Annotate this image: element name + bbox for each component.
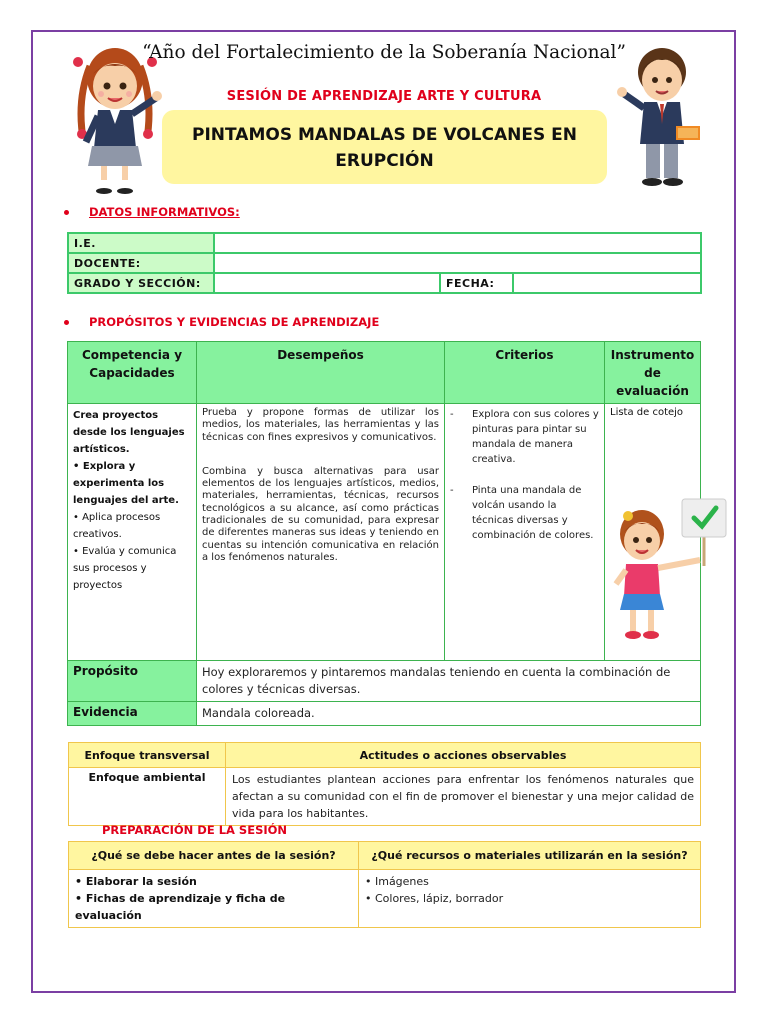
proposito-text: Hoy exploraremos y pintaremos mandalas teniendo en cuenta la combinación de colores y técnicas diversas.	[197, 661, 701, 702]
enfoque-ambiental-text: Los estudiantes plantean acciones para enfrentar los fenómenos naturales que afectan a su comunidad con el fin de promover el bienestar y una mejor calidad de vida para los habitantes.	[226, 768, 701, 826]
criterios-cell	[445, 404, 605, 661]
evidencia-text: Mandala coloreada.	[197, 702, 701, 726]
propositos-heading: PROPÓSITOS Y EVIDENCIAS DE APRENDIZAJE	[64, 315, 379, 329]
desempenos-cell	[197, 404, 445, 661]
header-competencia: Competencia y Capacidades	[68, 342, 197, 404]
criterio-item: - Pinta una mandala de volcán usando la técnicas diversas y combinación de colores.	[450, 485, 594, 541]
recursos-cell	[359, 870, 701, 928]
capacidad-item: • Aplica procesos creativos.	[73, 512, 161, 540]
competencia-title: Crea proyectos desde los lenguajes artísticos.	[73, 410, 185, 455]
enfoque-table	[68, 742, 701, 826]
header-actitudes: Actitudes o acciones observables	[226, 743, 701, 768]
docente-field[interactable]	[214, 253, 701, 273]
recurso-item: • Colores, lápiz, borrador	[365, 892, 504, 905]
desempeno-item: Combina y busca alternativas para usar elementos de los lenguajes artísticos, medios, materiales, herramientas, técnicas, recursos tecnológicos a su alcance, así como prácticas tradicionales de su comunidad, para expresar de diferentes maneras sus ideas y teniendo en cuentas su intención comunicativa en relación a los fenómenos naturales.	[202, 465, 439, 563]
session-title	[162, 110, 607, 184]
bullet-icon	[64, 210, 69, 215]
proposito-label: Propósito	[68, 661, 197, 702]
session-title-line1: PINTAMOS MANDALAS DE VOLCANES EN	[192, 125, 577, 145]
header-criterios: Criterios	[445, 342, 605, 404]
capacidad-item: • Explora y experimenta los lenguajes del arte.	[73, 461, 179, 506]
enfoque-ambiental-label: Enfoque ambiental	[69, 768, 226, 826]
grado-label: GRADO Y SECCIÓN:	[68, 273, 214, 293]
instrumento-value: Lista de cotejo	[610, 407, 684, 418]
antes-cell	[69, 870, 359, 928]
year-motto: “Año del Fortalecimiento de la Soberanía Nacional”	[142, 42, 626, 63]
preparacion-heading: PREPARACIÓN DE LA SESIÓN	[102, 823, 288, 837]
fecha-field[interactable]	[513, 273, 701, 293]
ie-field[interactable]	[214, 233, 701, 253]
antes-item: • Fichas de aprendizaje y ficha de evaluación	[75, 892, 286, 922]
grado-field[interactable]	[214, 273, 440, 293]
competencia-cell	[68, 404, 197, 661]
header-instrumento: Instrumento de evaluación	[605, 342, 701, 404]
datos-table	[67, 232, 702, 294]
datos-heading: DATOS INFORMATIVOS:	[64, 205, 240, 219]
fecha-label: FECHA:	[440, 273, 513, 293]
session-type: SESIÓN DE APRENDIZAJE ARTE Y CULTURA	[226, 89, 542, 104]
header-desempenos: Desempeños	[197, 342, 445, 404]
criterio-item: - Explora con sus colores y pinturas para pintar su mandala de manera creativa.	[450, 409, 599, 465]
desempeno-item: Prueba y propone formas de utilizar los medios, los materiales, las herramientas y las técnicas con fines expresivos y comunicativos.	[202, 407, 439, 443]
antes-item: • Elaborar la sesión	[75, 875, 197, 888]
recurso-item: • Imágenes	[365, 875, 429, 888]
bullet-icon	[64, 320, 69, 325]
header-enfoque: Enfoque transversal	[69, 743, 226, 768]
header-antes: ¿Qué se debe hacer antes de la sesión?	[69, 842, 359, 870]
ie-label: I.E.	[68, 233, 214, 253]
girl-with-checkmark-illustration	[608, 496, 730, 646]
propositos-table	[67, 341, 701, 726]
evidencia-label: Evidencia	[68, 702, 197, 726]
docente-label: DOCENTE:	[68, 253, 214, 273]
header-recursos: ¿Qué recursos o materiales utilizarán en la sesión?	[359, 842, 701, 870]
preparacion-table	[68, 841, 701, 928]
session-title-line2: ERUPCIÓN	[335, 151, 434, 171]
capacidad-item: • Evalúa y comunica sus procesos y proyectos	[73, 546, 177, 591]
